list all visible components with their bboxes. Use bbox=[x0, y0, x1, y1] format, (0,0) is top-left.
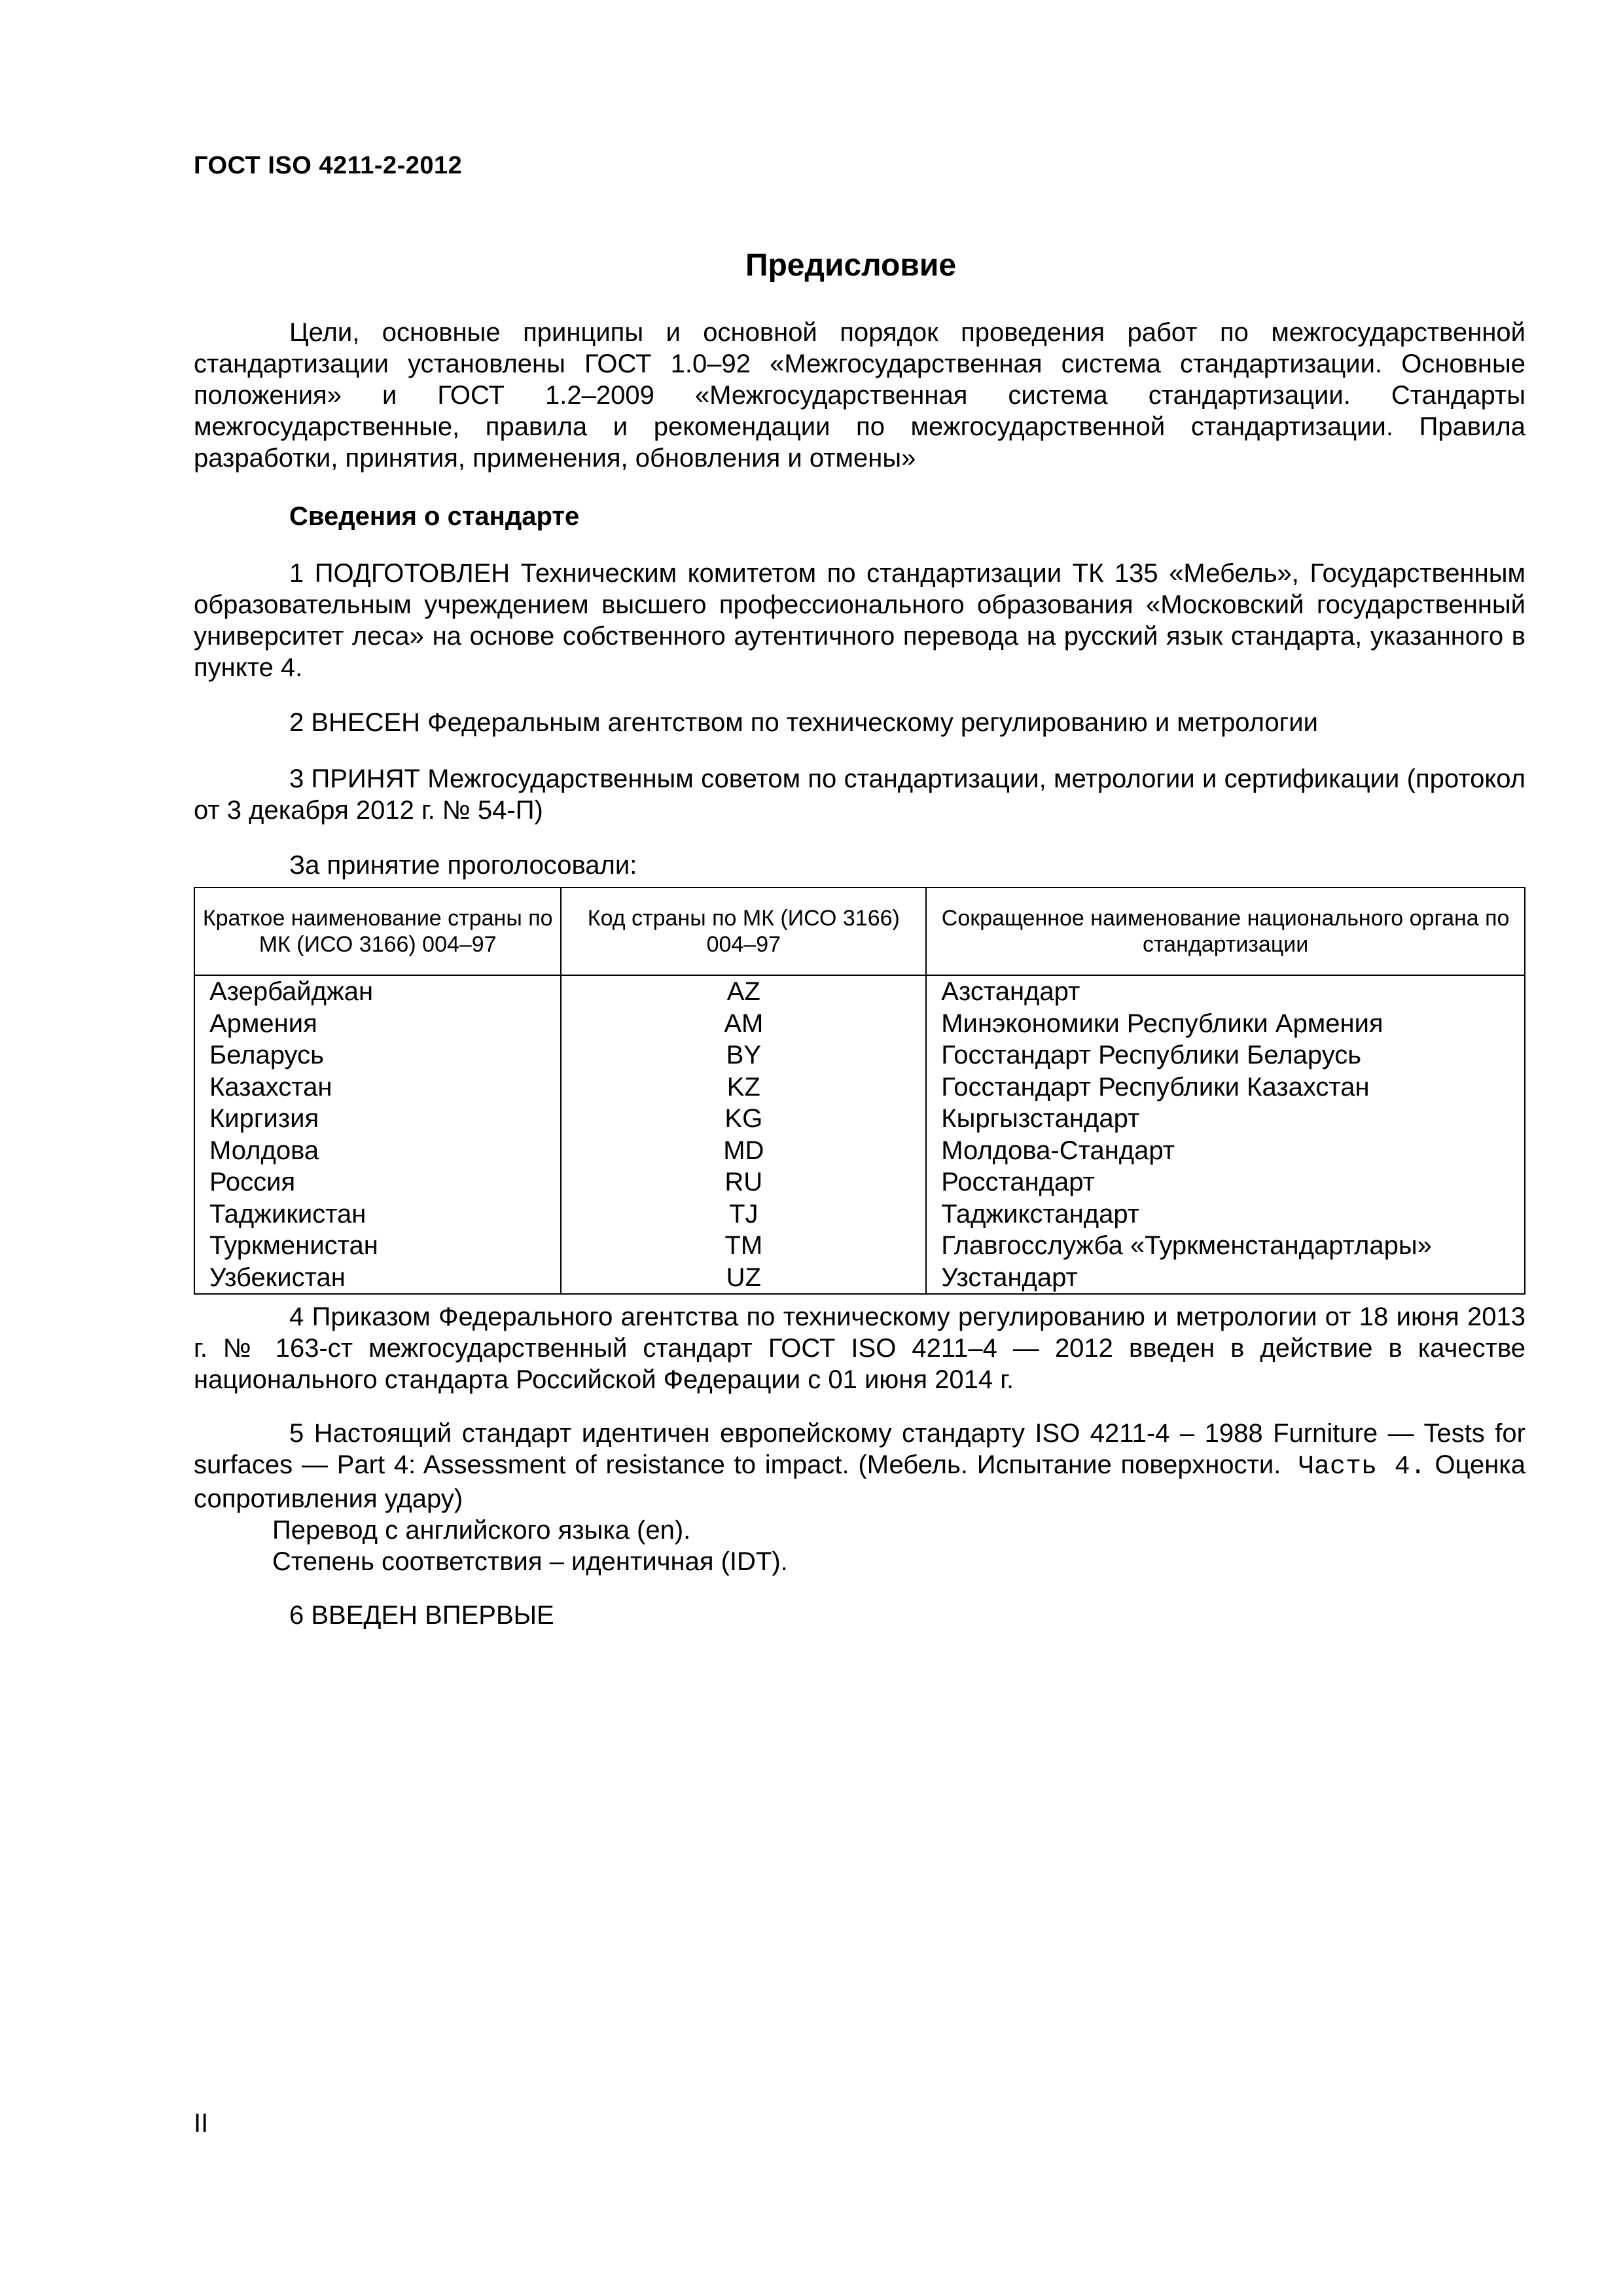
item-6-block bbox=[194, 1600, 1525, 1631]
item-2-block bbox=[194, 707, 1525, 738]
item-2-paragraph: 2 ВНЕСЕН Федеральным агентством по техническому регулированию и метрологии bbox=[289, 708, 1318, 737]
code-cell: AM bbox=[561, 1008, 926, 1040]
vote-caption: За принятие проголосовали: bbox=[289, 851, 637, 880]
standard-info-heading-block bbox=[194, 501, 1525, 532]
table-row bbox=[194, 1166, 1525, 1198]
section-heading: Сведения о стандарте bbox=[289, 502, 580, 531]
table-row bbox=[194, 1135, 1525, 1167]
item-3-paragraph: 3 ПРИНЯТ Межгосударственным советом по стандартизации, метрологии и сертификации (протокол от 3 декабря 2012 г. № 54-П) bbox=[194, 764, 1525, 825]
table-header-row bbox=[194, 888, 1525, 975]
item-3-block bbox=[194, 763, 1525, 826]
country-cell: Казахстан bbox=[194, 1071, 561, 1103]
item-4-block bbox=[194, 1301, 1525, 1395]
organization-cell: Таджикстандарт bbox=[926, 1198, 1525, 1230]
item-5-text: 5 Настоящий стандарт идентичен европейскому стандарту ISO 4211-4 – 1988 Furniture — Tests for surfaces — Part 4: Assessment of resistance to impact. (Мебель. Испытание поверхности. bbox=[194, 1419, 1525, 1479]
foreword-intro-block bbox=[194, 317, 1525, 474]
item-5-part-label: Часть 4. bbox=[1281, 1452, 1426, 1482]
country-cell: Беларусь bbox=[194, 1039, 561, 1071]
country-cell: Россия bbox=[194, 1166, 561, 1198]
code-cell: KZ bbox=[561, 1071, 926, 1103]
table-row bbox=[194, 1008, 1525, 1040]
page-number: II bbox=[194, 2109, 209, 2138]
code-cell: TJ bbox=[561, 1198, 926, 1230]
standard-code-header: ГОСТ ISO 4211-2-2012 bbox=[194, 152, 463, 179]
translation-line: Перевод с английского языка (en). bbox=[272, 1516, 691, 1545]
item-5-end: Оценка сопротивления удару) bbox=[194, 1450, 1525, 1513]
column-header-code: Код страны по МК (ИСО 3166) 004–97 bbox=[561, 888, 926, 975]
organization-cell: Молдова-Стандарт bbox=[926, 1135, 1525, 1167]
code-cell: TM bbox=[561, 1230, 926, 1262]
organization-cell: Росстандарт bbox=[926, 1166, 1525, 1198]
country-cell: Армения bbox=[194, 1008, 561, 1040]
country-cell: Молдова bbox=[194, 1135, 561, 1167]
column-header-organization: Сокращенное наименование национального органа по стандартизации bbox=[926, 888, 1525, 975]
code-cell: AZ bbox=[561, 975, 926, 1008]
country-cell: Киргизия bbox=[194, 1103, 561, 1135]
table-row bbox=[194, 1230, 1525, 1262]
item-4-paragraph: 4 Приказом Федерального агентства по техническому регулированию и метрологии от 18 июня 2013 г. № 163-ст межгосударственный стандарт ГОСТ ISO 4211–4 — 2012 введен в действие в качестве национального стандарта Российской Федерации с 01 июня 2014 г. bbox=[194, 1302, 1525, 1394]
item-6-paragraph: 6 ВВЕДЕН ВПЕРВЫЕ bbox=[289, 1601, 554, 1630]
table-row bbox=[194, 1262, 1525, 1295]
item-1-block bbox=[194, 558, 1525, 683]
intro-paragraph: Цели, основные принципы и основной порядок проведения работ по межгосударственной стандартизации установлены ГОСТ 1.0–92 «Межгосударственная система стандартизации. Основные положения» и ГОСТ 1.2–2009 «Межгосударственная система стандартизации. Стандарты межгосударственные, правила и рекомендации по межгосударственной стандартизации. Правила разработки, принятия, применения, обновления и отмены» bbox=[194, 318, 1525, 473]
country-cell: Таджикистан bbox=[194, 1198, 561, 1230]
code-cell: UZ bbox=[561, 1262, 926, 1295]
column-header-country: Краткое наименование страны по МК (ИСО 3166) 004–97 bbox=[194, 888, 561, 975]
voting-countries-table bbox=[194, 887, 1525, 1295]
code-cell: RU bbox=[561, 1166, 926, 1198]
table-row bbox=[194, 1198, 1525, 1230]
country-cell: Азербайджан bbox=[194, 975, 561, 1008]
organization-cell: Азстандарт bbox=[926, 975, 1525, 1008]
item-5-block bbox=[194, 1418, 1525, 1577]
organization-cell: Главгосслужба «Туркменстандартлары» bbox=[926, 1230, 1525, 1262]
page-title: Предисловие bbox=[745, 248, 957, 283]
table-row bbox=[194, 1039, 1525, 1071]
organization-cell: Минэкономики Республики Армения bbox=[926, 1008, 1525, 1040]
table-row bbox=[194, 1103, 1525, 1135]
table-row bbox=[194, 1071, 1525, 1103]
conformity-line: Степень соответствия – идентичная (IDT). bbox=[272, 1547, 788, 1576]
organization-cell: Кыргызстандарт bbox=[926, 1103, 1525, 1135]
item-5-paragraph bbox=[194, 1418, 1525, 1515]
table-row bbox=[194, 975, 1525, 1008]
country-cell: Узбекистан bbox=[194, 1262, 561, 1295]
code-cell: BY bbox=[561, 1039, 926, 1071]
organization-cell: Госстандарт Республики Беларусь bbox=[926, 1039, 1525, 1071]
organization-cell: Госстандарт Республики Казахстан bbox=[926, 1071, 1525, 1103]
vote-caption-block bbox=[194, 850, 1525, 881]
code-cell: MD bbox=[561, 1135, 926, 1167]
code-cell: KG bbox=[561, 1103, 926, 1135]
country-cell: Туркменистан bbox=[194, 1230, 561, 1262]
organization-cell: Узстандарт bbox=[926, 1262, 1525, 1295]
item-1-paragraph: 1 ПОДГОТОВЛЕН Техническим комитетом по стандартизации ТК 135 «Мебель», Государственным образовательным учреждением высшего профессионального образования «Московский государственный университет леса» на основе собственного аутентичного перевода на русский язык стандарта, указанного в пункте 4. bbox=[194, 559, 1525, 682]
